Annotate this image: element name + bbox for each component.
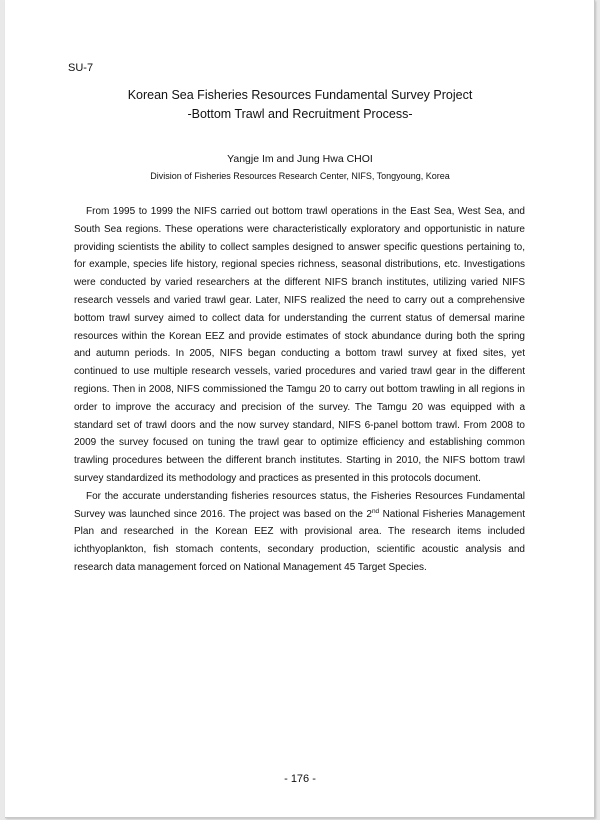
paragraph-2 — [74, 488, 525, 577]
paragraph-1: From 1995 to 1999 the NIFS carried out bottom trawl operations in the East Sea, West Sea, and South Sea regions. These operations were characteristically exploratory and opportunistic in nature providing scientists the ability to collect samples designed to answer specific questions pertaining to, for example, species life history, regional species richness, seasonal distributions, etc. Investigations were conducted by varied researchers at the different NIFS branch institutes, utilizing varied NIFS research vessels and varied trawl gear. Later, NIFS realized the need to carry out a comprehensive bottom trawl survey aimed to collect data for understanding the current status of demersal marine resources within the Korean EEZ and provide estimates of stock abundance during both the spring and autumn periods. In 2005, NIFS began conducting a bottom trawl survey at fixed sites, yet continued to use multiple research vessels, varied procedures and varied trawl gear in the different regions. Then in 2008, NIFS commissioned the Tamgu 20 to carry out bottom trawling in all regions in order to improve the accuracy and precision of the survey. The Tamgu 20 was equipped with a standard set of trawl doors and the now survey standard, NIFS 6-panel bottom trawl. From 2008 to 2009 the survey focused on tuning the trawl gear to optimize efficiency and establishing common trawling procedures between the different branch institutes. Starting in 2010, the NIFS bottom trawl survey standardized its methodology and practices as presented in this protocols document. — [74, 206, 525, 484]
page-number: - 176 - — [284, 773, 316, 785]
paper-title-line-2: -Bottom Trawl and Recruitment Process- — [187, 107, 413, 121]
session-code: SU-7 — [68, 62, 94, 74]
paper-title-line-1: Korean Sea Fisheries Resources Fundamental Survey Project — [127, 88, 473, 102]
paper-title — [0, 86, 600, 124]
author-list: Yangje Im and Jung Hwa CHOI — [227, 153, 373, 165]
paragraph-2-text-a: For the accurate understanding fisheries resources status, the Fisheries Resources Fundamental Survey was launched since 2016. The project was based on the 2 — [74, 490, 525, 520]
affiliation: Division of Fisheries Resources Research Center, NIFS, Tongyoung, Korea — [150, 171, 450, 181]
paragraph-2-text-b: National Fisheries Management Plan and researched in the Korean EEZ with provisional area. The research items included ichthyoplankton, fish stomach contents, secondary production, scientific acoustic analysis and research data management forced on National Management 45 Target Species. — [74, 508, 525, 573]
abstract-body — [74, 203, 525, 577]
ordinal-superscript: nd — [371, 507, 380, 515]
